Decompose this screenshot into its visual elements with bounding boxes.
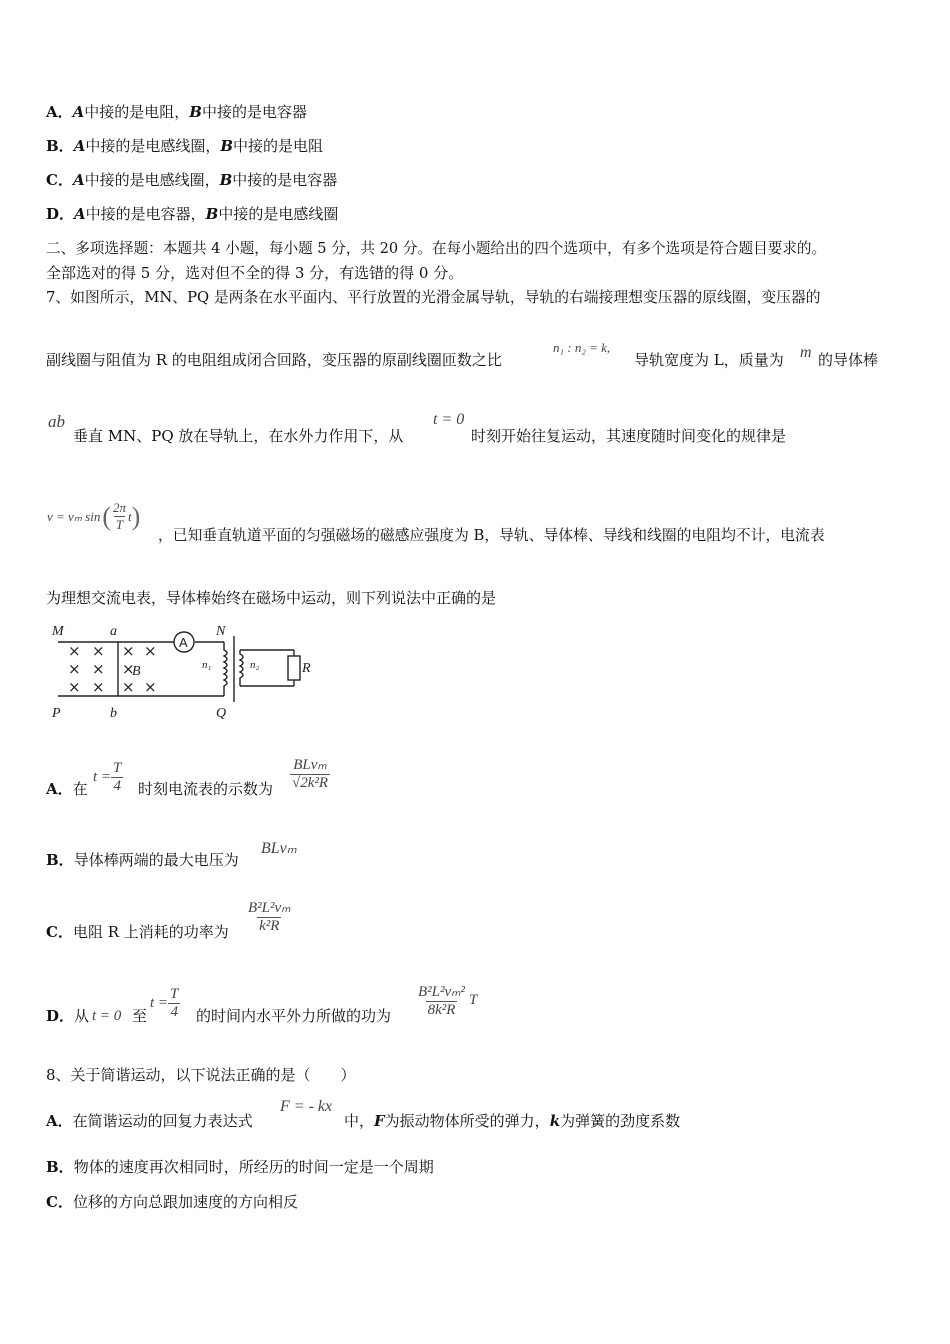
q8-option-a: A．在简谐运动的回复力表达式 (46, 1112, 253, 1130)
label-R: R (302, 661, 311, 676)
q7-option-c-answer: $\frac{\text{B²L²vₘ}}{\text{k²R}}$ (248, 900, 291, 934)
q7-line4: ，已知垂直轨道平面的匀强磁场的磁感应强度为 B，导轨、导体棒、导线和线圈的电阻均不计，电流表 (158, 527, 825, 544)
q7-mass-symbol: m (800, 344, 812, 361)
field-x: × (144, 642, 157, 660)
q8-option-c: C．位移的方向总跟加速度的方向相反 (46, 1193, 298, 1211)
q8-option-a-formula: F = - kx (280, 1098, 333, 1115)
q7-option-d-answer: $\frac{\text{B²L²vₘ²}}{\text{8k²R}}$ T (418, 984, 478, 1018)
q7-option-a: A．在 (46, 780, 88, 798)
q7-rod-symbol: ab (48, 412, 65, 431)
q7-turns-ratio: n₁ : n₂ = k, (553, 340, 611, 355)
option-c-prev: C．A中接的是电感线圈，B中接的是电容器 (46, 171, 338, 189)
option-b-prev: B．A中接的是电感线圈，B中接的是电阻 (46, 137, 324, 155)
q7-line1: 7、如图所示，MN、PQ 是两条在水平面内、平行放置的光滑金属导轨，导轨的右端接理想变压器的原线圈，变压器的 (46, 289, 821, 306)
section2-line2: 全部选对的得 5 分，选对但不全的得 3 分，有选错的得 0 分。 (46, 264, 464, 282)
field-x: × (92, 642, 105, 660)
field-x: × (68, 660, 81, 678)
q8-option-b: B．物体的速度再次相同时，所经历的时间一定是一个周期 (46, 1158, 434, 1176)
field-x: × (144, 678, 157, 696)
q7-option-d-t0: t = 0 (92, 1008, 122, 1024)
q7-line5: 为理想交流电表，导体棒始终在磁场中运动，则下列说法中正确的是 (46, 589, 497, 607)
field-x: × (68, 678, 81, 696)
q8-stem: 8、关于简谐运动，以下说法正确的是（ ） (46, 1066, 356, 1084)
label-n1: n₁ (202, 659, 212, 671)
q7-option-a-answer: $\frac{\text{BLvₘ}}{\text{√2k²R}}$ (292, 757, 329, 791)
section2-line1: 二、多项选择题：本题共 4 小题，每小题 5 分，共 20 分。在每小题给出的四个选项中，有多个选项是符合题目要求的。 (46, 240, 827, 257)
q7-circuit-figure (44, 620, 324, 724)
q7-option-a-text: 时刻电流表的示数为 (138, 780, 274, 798)
q7-option-b: B．导体棒两端的最大电压为 (46, 851, 239, 869)
q7-option-c: C．电阻 R 上消耗的功率为 (46, 923, 229, 941)
field-x: × (92, 678, 105, 696)
field-x: × (122, 660, 135, 678)
q7-option-d-time: t = $\frac{T}{4}$ (150, 986, 179, 1020)
option-d-prev: D．A中接的是电容器，B中接的是电感线圈 (46, 205, 339, 223)
field-x: × (122, 678, 135, 696)
label-b: b (110, 706, 117, 721)
label-n2: n₂ (250, 659, 260, 671)
option-a-prev: A．A中接的是电阻，B中接的是电容器 (46, 103, 307, 121)
label-N: N (216, 624, 226, 639)
q7-option-d-to: 至 (132, 1007, 148, 1025)
q7-t0: t = 0 (433, 411, 465, 428)
q7-option-a-time: t = $\frac{T}{4}$ (93, 760, 122, 794)
q7-line2: 副线圈与阻值为 R 的电阻组成闭合回路，变压器的原副线圈匝数之比 (46, 351, 502, 369)
label-B: B (132, 664, 141, 679)
label-M: M (52, 624, 64, 639)
q7-line3: 垂直 MN、PQ 放在导轨上，在水外力作用下，从 (73, 427, 404, 445)
label-P: P (52, 706, 61, 721)
ammeter-label: A (179, 635, 188, 650)
q7-option-d-text: 的时间内水平外力所做的功为 (196, 1007, 392, 1025)
q7-line3b: 时刻开始往复运动，其速度随时间变化的规律是 (471, 427, 787, 445)
field-x: × (122, 642, 135, 660)
label-a: a (110, 624, 117, 639)
label-Q: Q (216, 706, 227, 721)
q8-option-a-rest: 中，F为振动物体所受的弹力，k为弹簧的劲度系数 (344, 1112, 681, 1130)
field-x: × (68, 642, 81, 660)
q7-option-d: D．从 (46, 1007, 90, 1025)
q7-velocity-formula: v = vₘ sin ( $\frac{2\pi}{T}$ t ) (47, 500, 141, 532)
q7-line2c: 的导体棒 (818, 351, 879, 369)
field-x: × (92, 660, 105, 678)
q7-option-b-answer: BLvₘ (261, 840, 297, 857)
q7-line2b: 导轨宽度为 L，质量为 (634, 351, 784, 369)
